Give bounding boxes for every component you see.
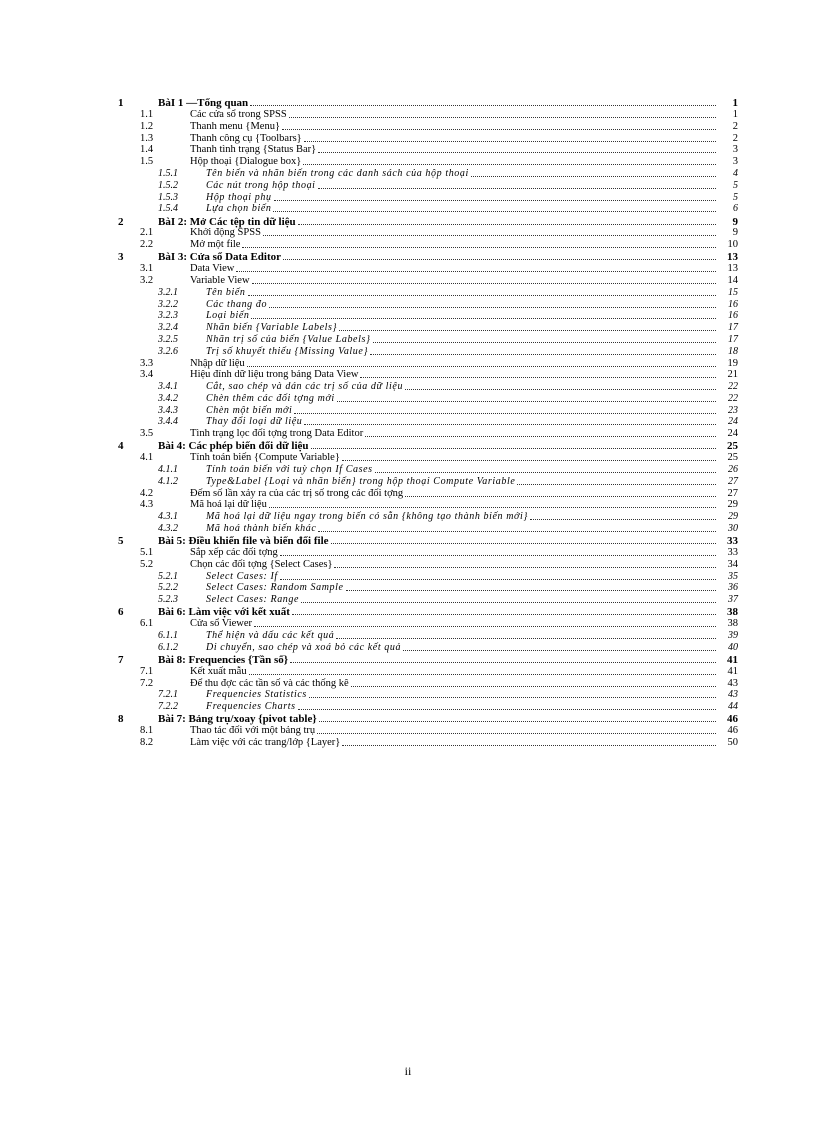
toc-leader bbox=[405, 389, 716, 390]
toc-entry-level-3[interactable] bbox=[118, 204, 738, 216]
toc-entry-title: Làm việc với các trang/lớp {Layer} bbox=[190, 736, 341, 748]
toc-leader bbox=[292, 614, 716, 615]
toc-entry-page: 19 bbox=[727, 357, 738, 369]
toc-entry-title: Thanh công cụ {Toolbars} bbox=[190, 132, 302, 144]
toc-entry-page: 29 bbox=[727, 499, 738, 511]
toc-entry-page: 9 bbox=[732, 227, 738, 239]
toc-entry-page: 33 bbox=[727, 547, 738, 559]
toc-leader bbox=[301, 602, 716, 603]
toc-entry-page: 43 bbox=[728, 689, 738, 701]
toc-leader bbox=[319, 721, 716, 722]
toc-entry-number: 3.2.1 bbox=[158, 286, 178, 298]
toc-entry-number: 5.2.3 bbox=[158, 594, 178, 606]
toc-leader bbox=[365, 436, 716, 437]
toc-entry-level-2[interactable] bbox=[118, 725, 738, 737]
toc-entry-level-2[interactable] bbox=[118, 488, 738, 500]
toc-entry-number: 1.1 bbox=[140, 108, 154, 120]
toc-entry-number: 1.5.3 bbox=[158, 191, 178, 203]
toc-entry-title: BàI 1 —Tổng quan bbox=[158, 97, 249, 110]
toc-entry-page: 25 bbox=[727, 440, 738, 453]
toc-leader bbox=[290, 662, 716, 663]
toc-entry-title: Lựa chọn biến bbox=[206, 203, 272, 215]
toc-leader bbox=[280, 555, 716, 556]
toc-leader bbox=[342, 460, 716, 461]
toc-entry-number: 4.3.2 bbox=[158, 523, 178, 535]
toc-entry-page: 27 bbox=[727, 487, 738, 499]
toc-entry-level-3[interactable] bbox=[118, 594, 738, 606]
toc-entry-page: 6 bbox=[733, 203, 738, 215]
toc-entry-title: BàI 2: Mở Các tệp tin dữ liệu bbox=[158, 215, 296, 228]
toc-entry-level-3[interactable] bbox=[118, 630, 738, 642]
toc-entry-page: 3 bbox=[732, 156, 738, 168]
toc-entry-number: 4.1 bbox=[140, 452, 154, 464]
toc-leader bbox=[236, 271, 716, 272]
toc-leader bbox=[242, 247, 716, 248]
toc-entry-title: Các cửa sổ trong SPSS bbox=[190, 108, 287, 120]
toc-entry-title: Kết xuất mẫu bbox=[190, 665, 247, 677]
toc-entry-level-3[interactable] bbox=[118, 583, 738, 595]
toc-entry-number: 1.2 bbox=[140, 120, 154, 132]
toc-entry-title: Hiệu đính dữ liệu trong bảng Data View bbox=[190, 369, 359, 381]
toc-entry-level-2[interactable] bbox=[118, 358, 738, 370]
toc-entry-number: 4.1.1 bbox=[158, 464, 178, 476]
toc-entry-number: 7.2.2 bbox=[158, 701, 178, 713]
toc-entry-page: 38 bbox=[727, 618, 738, 630]
toc-entry-page: 50 bbox=[727, 736, 738, 748]
toc-entry-number: 7.2.1 bbox=[158, 689, 178, 701]
toc-entry-page: 24 bbox=[728, 416, 738, 428]
toc-entry-level-1[interactable] bbox=[118, 606, 738, 618]
toc-entry-number: 3.4.4 bbox=[158, 416, 178, 428]
toc-entry-level-3[interactable] bbox=[118, 287, 738, 299]
toc-entry-level-3[interactable] bbox=[118, 690, 738, 702]
toc-entry-page: 21 bbox=[727, 369, 738, 381]
toc-entry-number: 5.2 bbox=[140, 558, 154, 570]
toc-entry-level-3[interactable] bbox=[118, 476, 738, 488]
toc-entry-title: Frequencies Statistics bbox=[206, 689, 307, 701]
toc-entry-page: 17 bbox=[728, 322, 738, 334]
toc-entry-level-2[interactable] bbox=[118, 121, 738, 133]
toc-entry-number: 8.1 bbox=[140, 725, 154, 737]
toc-entry-level-3[interactable] bbox=[118, 192, 738, 204]
toc-entry-number: 3.2 bbox=[140, 274, 154, 286]
toc-entry-number: 3.4.1 bbox=[158, 381, 178, 393]
toc-entry-page: 17 bbox=[728, 333, 738, 345]
toc-entry-title: Type&Label {Loại và nhãn biến} trong hộp thoại Compute Variable bbox=[206, 475, 516, 487]
toc-entry-level-3[interactable] bbox=[118, 523, 738, 535]
toc-leader bbox=[339, 330, 716, 331]
toc-entry-number: 2 bbox=[118, 215, 124, 228]
toc-entry-title: Hộp thoại {Dialogue box} bbox=[190, 156, 302, 168]
toc-entry-title: Frequencies Charts bbox=[206, 701, 296, 713]
table-of-contents bbox=[118, 97, 738, 749]
toc-entry-page: 25 bbox=[727, 452, 738, 464]
toc-entry-title: Khởi động SPSS bbox=[190, 227, 261, 239]
toc-entry-title: Data View bbox=[190, 263, 235, 275]
toc-leader bbox=[280, 579, 716, 580]
toc-entry-number: 5.1 bbox=[140, 547, 154, 559]
toc-entry-title: Nhập dữ liệu bbox=[190, 357, 245, 369]
toc-entry-level-3[interactable] bbox=[118, 571, 738, 583]
toc-entry-page: 5 bbox=[733, 191, 738, 203]
toc-entry-number: 3.1 bbox=[140, 263, 154, 275]
toc-entry-page: 13 bbox=[727, 251, 738, 264]
toc-entry-title: Bài 8: Frequencies {Tần số} bbox=[158, 653, 289, 666]
toc-entry-level-3[interactable] bbox=[118, 334, 738, 346]
toc-entry-page: 44 bbox=[728, 701, 738, 713]
toc-entry-page: 41 bbox=[727, 653, 738, 666]
toc-entry-number: 7.1 bbox=[140, 665, 154, 677]
toc-entry-title: Select Cases: If bbox=[206, 570, 278, 582]
toc-entry-title: Mã hoá lại dữ liệu ngay trong biến có sẵn {không tạo thành biến mới} bbox=[206, 511, 528, 523]
toc-entry-number: 3.2.3 bbox=[158, 310, 178, 322]
toc-entry-title: Chèn một biến mới bbox=[206, 404, 293, 416]
toc-entry-title: Các thang đo bbox=[206, 298, 268, 310]
toc-entry-level-2[interactable] bbox=[118, 559, 738, 571]
toc-leader bbox=[248, 295, 716, 296]
toc-entry-page: 13 bbox=[727, 263, 738, 275]
toc-entry-title: Mã hoá thành biến khác bbox=[206, 523, 317, 535]
toc-entry-title: Chọn các đối tợng {Select Cases} bbox=[190, 558, 333, 570]
toc-leader bbox=[283, 259, 716, 260]
toc-leader bbox=[250, 105, 716, 106]
page-number: ii bbox=[404, 1064, 412, 1078]
toc-entry-level-1[interactable] bbox=[118, 535, 738, 547]
toc-entry-title: Mã hoá lại dữ liệu bbox=[190, 499, 267, 511]
toc-entry-title: Tính toán biến với tuỳ chọn If Cases bbox=[206, 464, 373, 476]
toc-leader bbox=[304, 141, 716, 142]
toc-entry-number: 5.2.2 bbox=[158, 582, 178, 594]
toc-entry-title: Mở một file bbox=[190, 239, 241, 251]
toc-entry-level-1[interactable] bbox=[118, 97, 738, 109]
toc-entry-page: 29 bbox=[728, 511, 738, 523]
toc-leader bbox=[403, 650, 716, 651]
toc-entry-title: Hộp thoại phụ bbox=[206, 191, 272, 203]
toc-leader bbox=[269, 507, 716, 508]
toc-entry-title: Variable View bbox=[190, 274, 250, 286]
toc-leader bbox=[269, 307, 716, 308]
toc-entry-number: 5 bbox=[118, 535, 124, 548]
toc-leader bbox=[298, 709, 716, 710]
toc-entry-title: Tên biến bbox=[206, 286, 246, 298]
toc-entry-title: Select Cases: Random Sample bbox=[206, 582, 344, 594]
toc-leader bbox=[337, 401, 716, 402]
toc-entry-page: 22 bbox=[728, 392, 738, 404]
toc-entry-number: 6.1.1 bbox=[158, 630, 178, 641]
toc-leader bbox=[405, 496, 716, 497]
toc-entry-page: 16 bbox=[728, 298, 738, 310]
toc-leader bbox=[298, 224, 716, 225]
toc-entry-title: Cửa sổ Viewer bbox=[190, 618, 253, 630]
toc-entry-page: 33 bbox=[727, 535, 738, 548]
toc-entry-number: 4.3 bbox=[140, 499, 154, 511]
toc-leader bbox=[289, 117, 716, 118]
toc-entry-page: 9 bbox=[732, 215, 738, 228]
toc-leader bbox=[249, 674, 716, 675]
toc-entry-level-3[interactable] bbox=[118, 511, 738, 523]
toc-entry-title: Tính toán biến {Compute Variable} bbox=[190, 452, 340, 464]
toc-entry-title: BàI 3: Cửa sổ Data Editor bbox=[158, 251, 282, 264]
toc-entry-level-3[interactable] bbox=[118, 642, 738, 654]
toc-entry-level-1[interactable] bbox=[118, 713, 738, 725]
toc-entry-number: 3.3 bbox=[140, 357, 154, 369]
toc-entry-number: 8.2 bbox=[140, 736, 154, 748]
toc-entry-level-3[interactable] bbox=[118, 180, 738, 192]
toc-entry-level-2[interactable] bbox=[118, 678, 738, 690]
toc-entry-page: 39 bbox=[728, 630, 738, 641]
toc-entry-title: Trị số khuyết thiếu {Missing Value} bbox=[206, 345, 369, 357]
toc-entry-page: 46 bbox=[727, 713, 738, 726]
toc-entry-number: 2.2 bbox=[140, 239, 154, 251]
toc-leader bbox=[254, 626, 716, 627]
toc-leader bbox=[317, 733, 716, 734]
toc-entry-number: 8 bbox=[118, 713, 124, 726]
toc-entry-number: 7 bbox=[118, 653, 124, 666]
toc-leader bbox=[517, 484, 716, 485]
toc-entry-number: 4.1.2 bbox=[158, 475, 178, 487]
toc-entry-title: Nhãn trị số của biến {Value Labels} bbox=[206, 333, 371, 345]
toc-leader bbox=[247, 366, 716, 367]
toc-entry-level-2[interactable] bbox=[118, 452, 738, 464]
toc-entry-number: 3.4.2 bbox=[158, 392, 178, 404]
toc-leader bbox=[530, 519, 716, 520]
toc-leader bbox=[318, 188, 716, 189]
toc-entry-page: 27 bbox=[728, 475, 738, 487]
toc-entry-page: 35 bbox=[728, 570, 738, 582]
toc-entry-level-3[interactable] bbox=[118, 311, 738, 323]
toc-entry-page: 2 bbox=[732, 120, 738, 132]
toc-entry-number: 6.1.2 bbox=[158, 641, 178, 653]
toc-entry-level-2[interactable] bbox=[118, 145, 738, 157]
toc-leader bbox=[251, 318, 716, 319]
toc-leader bbox=[252, 283, 716, 284]
toc-entry-number: 6.1 bbox=[140, 618, 154, 630]
toc-entry-page: 43 bbox=[727, 677, 738, 689]
toc-entry-title: Tình trạng lọc đối tợng trong Data Editor bbox=[190, 428, 364, 440]
toc-entry-number: 4 bbox=[118, 440, 124, 453]
toc-leader bbox=[370, 354, 716, 355]
toc-entry-title: Đếm số lần xảy ra của các trị số trong các đối tợng bbox=[190, 487, 404, 499]
toc-entry-title: Bài 4: Các phép biến đổi dữ liệu bbox=[158, 440, 309, 453]
toc-entry-page: 34 bbox=[727, 558, 738, 570]
toc-leader bbox=[471, 176, 716, 177]
toc-entry-level-2[interactable] bbox=[118, 228, 738, 240]
toc-entry-level-1[interactable] bbox=[118, 440, 738, 452]
toc-leader bbox=[294, 413, 716, 414]
toc-entry-level-2[interactable] bbox=[118, 737, 738, 749]
toc-entry-page: 26 bbox=[728, 464, 738, 476]
toc-entry-level-2[interactable] bbox=[118, 428, 738, 440]
toc-entry-title: Bài 6: Làm việc với kết xuất bbox=[158, 606, 290, 619]
toc-leader bbox=[375, 472, 716, 473]
toc-entry-level-2[interactable] bbox=[118, 370, 738, 382]
toc-entry-title: Các nút trong hộp thoại bbox=[206, 179, 316, 191]
toc-entry-page: 1 bbox=[732, 108, 738, 120]
toc-entry-level-3[interactable] bbox=[118, 381, 738, 393]
toc-leader bbox=[303, 164, 716, 165]
toc-entry-number: 1 bbox=[118, 97, 124, 110]
toc-entry-title: Thao tác đối với một bảng trụ bbox=[190, 725, 316, 737]
toc-entry-title: Loại biến bbox=[206, 310, 250, 322]
toc-entry-page: 24 bbox=[727, 428, 738, 440]
toc-leader bbox=[346, 590, 716, 591]
toc-entry-title: Tên biến và nhãn biến trong các danh sách của hộp thoại bbox=[206, 167, 469, 179]
toc-entry-title: Thanh tình trạng {Status Bar} bbox=[190, 144, 317, 156]
toc-leader bbox=[282, 129, 716, 130]
toc-entry-level-3[interactable] bbox=[118, 168, 738, 180]
toc-entry-level-2[interactable] bbox=[118, 666, 738, 678]
toc-entry-title: Để thu đợc các tần số và các thống kê bbox=[190, 677, 349, 689]
toc-entry-number: 1.5.2 bbox=[158, 179, 178, 191]
toc-entry-number: 3.2.6 bbox=[158, 345, 178, 357]
toc-entry-number: 3.2.4 bbox=[158, 322, 178, 334]
toc-leader bbox=[318, 152, 716, 153]
toc-leader bbox=[336, 638, 716, 639]
toc-leader bbox=[373, 342, 716, 343]
toc-entry-page: 38 bbox=[727, 606, 738, 619]
toc-entry-number: 1.3 bbox=[140, 132, 154, 144]
toc-entry-page: 16 bbox=[728, 310, 738, 322]
toc-entry-level-1[interactable] bbox=[118, 215, 738, 227]
toc-entry-level-1[interactable] bbox=[118, 251, 738, 263]
toc-entry-title: Cắt, sao chép và dán các trị số của dữ liệu bbox=[206, 381, 404, 393]
toc-entry-number: 3.4.3 bbox=[158, 404, 178, 416]
toc-entry-number: 6 bbox=[118, 606, 124, 619]
toc-entry-number: 3.2.2 bbox=[158, 298, 178, 310]
toc-entry-level-3[interactable] bbox=[118, 417, 738, 429]
toc-entry-page: 37 bbox=[728, 594, 738, 606]
toc-entry-page: 1 bbox=[732, 97, 738, 110]
toc-entry-number: 5.2.1 bbox=[158, 570, 178, 582]
toc-entry-page: 18 bbox=[728, 345, 738, 357]
toc-entry-title: Nhãn biến {Variable Labels} bbox=[206, 322, 338, 334]
toc-entry-number: 4.2 bbox=[140, 487, 154, 499]
toc-entry-page: 15 bbox=[728, 286, 738, 298]
toc-entry-level-2[interactable] bbox=[118, 618, 738, 630]
toc-entry-title: Bài 7: Bảng trụ/xoay {pivot table} bbox=[158, 713, 317, 726]
toc-entry-level-3[interactable] bbox=[118, 701, 738, 713]
toc-entry-level-2[interactable] bbox=[118, 547, 738, 559]
toc-leader bbox=[334, 567, 716, 568]
toc-entry-page: 36 bbox=[728, 582, 738, 594]
toc-leader bbox=[311, 448, 716, 449]
toc-entry-level-2[interactable] bbox=[118, 500, 738, 512]
toc-entry-number: 3.4 bbox=[140, 369, 154, 381]
toc-entry-number: 3.2.5 bbox=[158, 333, 178, 345]
toc-leader bbox=[342, 745, 716, 746]
toc-entry-title: Thay đổi loại dữ liệu bbox=[206, 416, 303, 428]
toc-entry-page: 46 bbox=[727, 725, 738, 737]
toc-entry-number: 4.3.1 bbox=[158, 511, 178, 523]
toc-leader bbox=[318, 531, 716, 532]
toc-entry-page: 14 bbox=[727, 274, 738, 286]
toc-entry-title: Di chuyển, sao chép và xoá bỏ các kết quả bbox=[206, 641, 402, 653]
toc-leader bbox=[360, 377, 716, 378]
toc-entry-number: 1.5.1 bbox=[158, 167, 178, 179]
toc-entry-number: 3 bbox=[118, 251, 124, 264]
toc-entry-page: 22 bbox=[728, 381, 738, 393]
toc-entry-number: 2.1 bbox=[140, 227, 154, 239]
toc-entry-title: Sắp xếp các đối tợng bbox=[190, 547, 278, 559]
toc-entry-page: 41 bbox=[727, 665, 738, 677]
toc-entry-page: 40 bbox=[728, 641, 738, 653]
toc-entry-title: Thể hiện và dấu các kết quả bbox=[206, 630, 335, 641]
toc-entry-level-2[interactable] bbox=[118, 156, 738, 168]
toc-entry-title: Chèn thêm các đối tợng mới bbox=[206, 392, 335, 404]
toc-leader bbox=[331, 543, 716, 544]
toc-entry-page: 10 bbox=[727, 239, 738, 251]
toc-leader bbox=[309, 697, 716, 698]
toc-entry-number: 1.5 bbox=[140, 156, 154, 168]
toc-entry-title: Thanh menu {Menu} bbox=[190, 120, 280, 132]
toc-entry-level-2[interactable] bbox=[118, 109, 738, 121]
toc-entry-level-3[interactable] bbox=[118, 299, 738, 311]
toc-entry-level-3[interactable] bbox=[118, 346, 738, 358]
toc-entry-page: 4 bbox=[733, 167, 738, 179]
toc-entry-number: 1.4 bbox=[140, 144, 154, 156]
toc-entry-level-3[interactable] bbox=[118, 405, 738, 417]
toc-entry-number: 3.5 bbox=[140, 428, 154, 440]
toc-leader bbox=[351, 686, 716, 687]
toc-entry-title: Select Cases: Range bbox=[206, 594, 300, 606]
toc-leader bbox=[274, 200, 716, 201]
toc-entry-level-2[interactable] bbox=[118, 275, 738, 287]
toc-entry-level-2[interactable] bbox=[118, 263, 738, 275]
toc-entry-level-1[interactable] bbox=[118, 654, 738, 666]
toc-entry-level-3[interactable] bbox=[118, 393, 738, 405]
toc-entry-page: 3 bbox=[732, 144, 738, 156]
toc-entry-page: 23 bbox=[728, 404, 738, 416]
toc-entry-title: Bài 5: Điều khiển file và biến đổi file bbox=[158, 535, 329, 548]
toc-entry-level-3[interactable] bbox=[118, 464, 738, 476]
toc-entry-level-2[interactable] bbox=[118, 239, 738, 251]
toc-leader bbox=[304, 424, 716, 425]
toc-entry-page: 5 bbox=[733, 179, 738, 191]
toc-leader bbox=[273, 211, 716, 212]
toc-entry-page: 30 bbox=[728, 523, 738, 535]
toc-entry-number: 7.2 bbox=[140, 677, 154, 689]
toc-entry-level-3[interactable] bbox=[118, 322, 738, 334]
toc-entry-page: 2 bbox=[732, 132, 738, 144]
toc-leader bbox=[263, 235, 716, 236]
toc-entry-level-2[interactable] bbox=[118, 133, 738, 145]
toc-entry-number: 1.5.4 bbox=[158, 203, 178, 215]
